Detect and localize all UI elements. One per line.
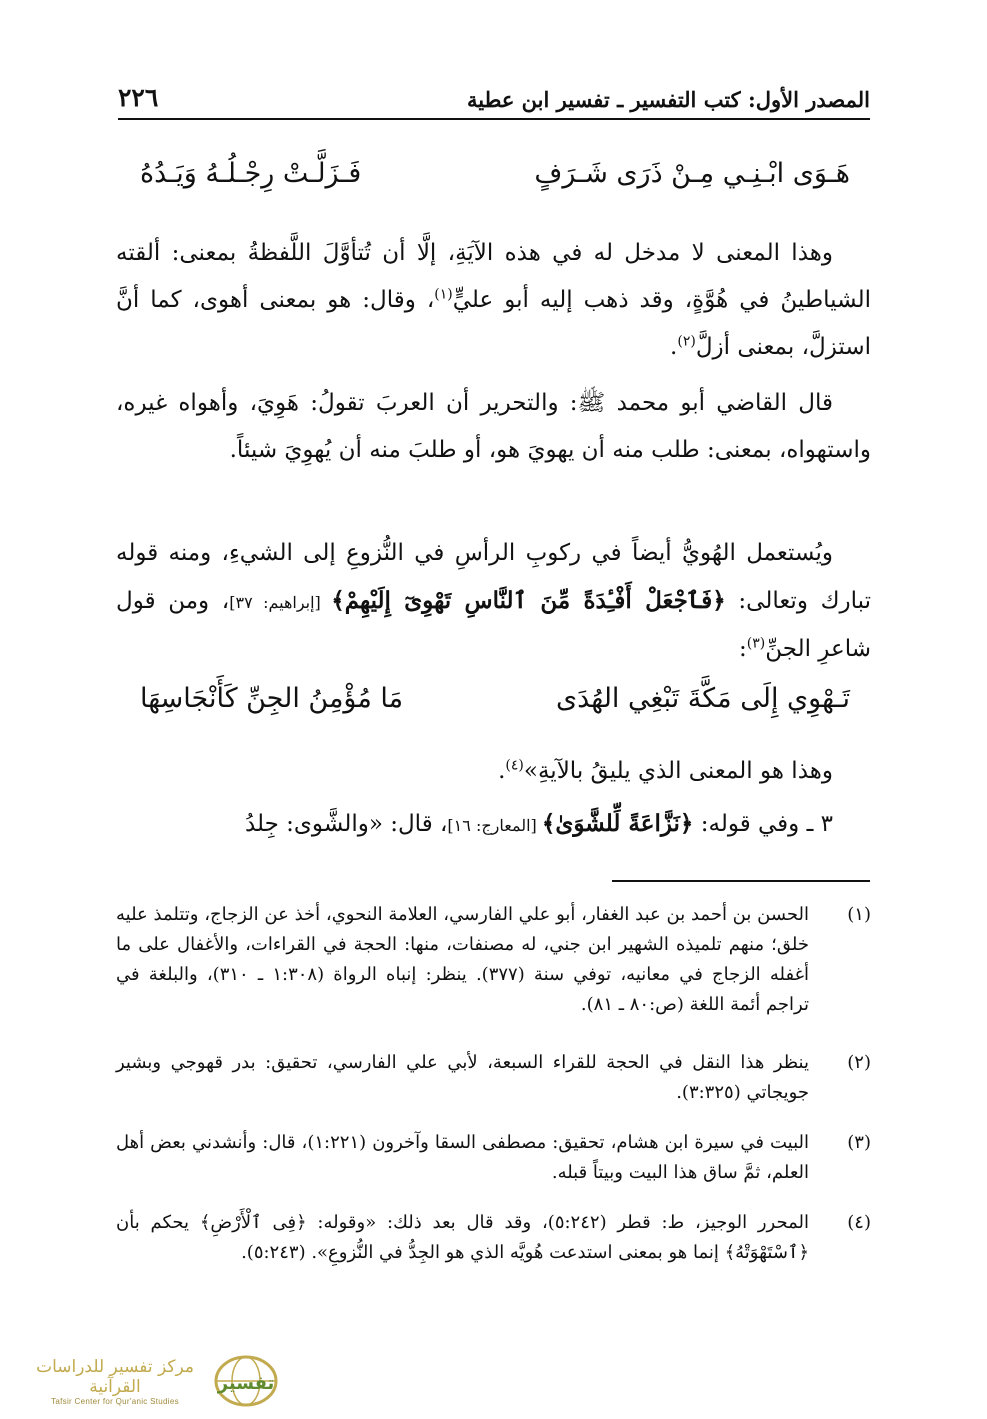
footnote [116,900,871,1020]
globe-logo-icon [210,1353,282,1409]
footnote-marker[interactable]: (٢) [677,333,696,350]
poetry-verse [140,683,850,715]
paragraph-text: ويُستعمل الهُويُّ أيضاً في ركوبِ الرأسِ في النُّزوعِ إلى الشيءِ، ومنه قوله تبارك وتعالى: [116,540,871,614]
paragraph-text: : [739,636,747,662]
verse-first-hemistich: تَـهْوِي إِلَى مَكَّةَ تَبْغِي الهُدَى [555,683,850,714]
paragraph-text: ٣ ـ وفي قوله: [693,811,833,837]
verse-second-hemistich: فَـزَلَّـتْ رِجْـلُـهُ وَيَـدُهُ [140,158,362,189]
paragraph-meaning [116,230,871,371]
paragraph-text: ، قال: «والشَّوى: جِلدُ [244,811,448,837]
logo-mark: تفسير [217,1373,275,1394]
logo-english-name: Tafsir Center for Qur'anic Studies [51,1396,179,1406]
paragraph-usage [116,530,871,673]
paragraph-text: ، وقال: هو بمعنى أهوى، كما أنَّ استزلَّ، بمعنى أزلَّ [116,287,871,360]
footnote-marker[interactable]: (٤) [505,757,524,774]
paragraph-text: ، ومن قول شاعرِ الجنِّ [116,588,871,662]
paragraph-text: . [670,334,678,360]
page-header [118,82,870,120]
footnote-separator [612,880,870,882]
footnote-marker[interactable]: (٣) [746,635,766,652]
paragraph-item-3 [116,800,871,849]
paragraph-qadi [116,380,871,474]
paragraph-conclusion [116,748,871,795]
verse-citation: [المعارج: ١٦] [447,816,542,835]
footnote-number: (١) [847,904,871,925]
footnote-number: (٣) [847,1132,871,1153]
running-title: المصدر الأول: كتب التفسير ـ تفسير ابن عطية [467,87,870,112]
footnote [116,1048,871,1108]
logo-wordmark [20,1357,210,1406]
poetry-verse [140,158,850,190]
quran-quote: ﴿نَزَّاعَةً لِّلشَّوَىٰ﴾ [541,810,694,837]
paragraph-text: وهذا المعنى لا مدخل له في هذه الآيَةِ، إلَّا أن تُتأوَّلَ اللَّفظةُ بمعنى: ألقته الشياطينُ في هُوَّةٍ، وقد ذهب إليه أبو عليٍّ [116,240,871,313]
footnote [116,1128,871,1188]
quran-quote: ﴿فَٱجْعَلْ أَفْـِٔدَةً مِّنَ ٱلنَّاسِ تَهْوِىٓ إِلَيْهِمْ﴾ [331,587,726,614]
paragraph-text: قال القاضي أبو محمد ﷺ: والتحرير أن العربَ تقولُ: هَوِيَ، وأهواه غيره، واستهواه، بمعنى: طلب منه أن يهويَ هو، أو طلبَ منه أن يُهوِيَ شيئاً. [116,390,871,463]
logo-arabic-name: مركز تفسير للدراسات القرآنية [36,1356,194,1397]
footnote-number: (٤) [847,1212,871,1233]
verse-first-hemistich: هَـوَى ابْـنِـي مِـنْ ذَرَى شَـرَفٍ [534,158,850,189]
tafsir-center-logo [20,1352,285,1410]
footnote-text: الحسن بن أحمد بن عبد الغفار، أبو علي الفارسي، العلامة النحوي، أخذ عن الزجاج، وتتلمذ عليه خلق؛ منهم تلميذه الشهير ابن جني، له مصنفات، منها: الحجة في القراءات، والأغفال على ما أغفله الزجاج في معانيه، توفي سنة (٣٧٧). ينظر: إنباه الرواة (١:٣٠٨ ـ ٣١٠)، والبلغة في تراجم أئمة اللغة (ص:٨٠ ـ ٨١). [116,904,809,1015]
paragraph-text: . [498,758,506,784]
verse-citation: [إبراهيم: ٣٧] [229,593,332,612]
verse-second-hemistich: مَا مُؤْمِنُ الجِنِّ كَأَنْجَاسِهَا [140,683,404,714]
paragraph-text: وهذا هو المعنى الذي يليقُ بالآيةِ» [523,758,833,784]
footnote [116,1208,871,1268]
footnote-marker[interactable]: (١) [434,286,453,303]
footnote-text: ينظر هذا النقل في الحجة للقراء السبعة، لأبي علي الفارسي، تحقيق: بدر قهوجي وبشير جويجاتي (٣:٣٢٥). [116,1052,809,1103]
footnote-text: المحرر الوجيز، ط: قطر (٥:٢٤٢)، وقد قال بعد ذلك: «وقوله: ﴿فِى ٱلْأَرْضِ﴾ يحكم بأن ﴿ٱسْتَهْوَتْهُ﴾ إنما هو بمعنى استدعت هُويَّه الذي هو الجِدُّ في النُّزوعِ». (٥:٢٤٣). [116,1212,809,1263]
page-number: ٢٢٦ [118,83,159,112]
footnote-text: البيت في سيرة ابن هشام، تحقيق: مصطفى السقا وآخرون (١:٢٢١)، قال: وأنشدني بعض أهل العلم، ثمَّ ساق هذا البيت وبيتاً قبله. [116,1132,809,1183]
footnote-number: (٢) [847,1052,871,1073]
